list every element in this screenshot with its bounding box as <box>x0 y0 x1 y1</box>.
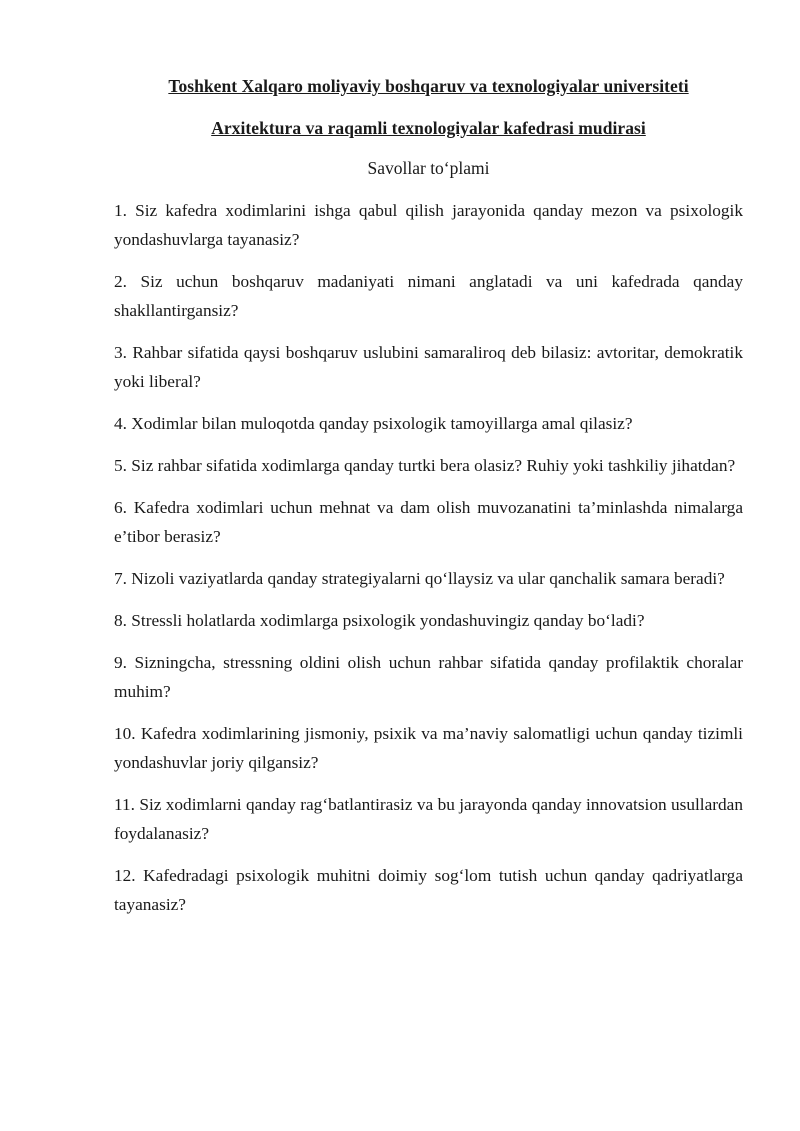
questions-list <box>114 196 743 919</box>
department-title: Arxitektura va raqamli texnologiyalar kafedrasi mudirasi <box>211 118 646 138</box>
university-title: Toshkent Xalqaro moliyaviy boshqaruv va texnologiyalar universiteti <box>168 76 689 96</box>
question-item: 10. Kafedra xodimlarining jismoniy, psixik va ma’naviy salomatligi uchun qanday tizimli yondashuvlar joriy qilgansiz? <box>114 724 743 772</box>
question-item: 8. Stressli holatlarda xodimlarga psixologik yondashuvingiz qanday bo‘ladi? <box>114 611 645 630</box>
question-item: 11. Siz xodimlarni qanday rag‘batlantirasiz va bu jarayonda qanday innovatsion usullardan foydalanasiz? <box>114 795 743 843</box>
question-item: 3. Rahbar sifatida qaysi boshqaruv uslubini samaraliroq deb bilasiz: avtoritar, demokratik yoki liberal? <box>114 343 743 391</box>
question-item: 6. Kafedra xodimlari uchun mehnat va dam olish muvozanatini ta’minlashda nimalarga e’tibor berasiz? <box>114 498 743 546</box>
question-item: 12. Kafedradagi psixologik muhitni doimiy sog‘lom tutish uchun qanday qadriyatlarga tayanasiz? <box>114 866 743 914</box>
question-item: 1. Siz kafedra xodimlarini ishga qabul qilish jarayonida qanday mezon va psixologik yondashuvlarga tayanasiz? <box>114 201 743 249</box>
question-item: 2. Siz uchun boshqaruv madaniyati nimani anglatadi va uni kafedrada qanday shakllantirgansiz? <box>114 272 743 320</box>
document-subtitle: Savollar to‘plami <box>367 158 490 178</box>
question-item: 4. Xodimlar bilan muloqotda qanday psixologik tamoyillarga amal qilasiz? <box>114 414 633 433</box>
question-item: 7. Nizoli vaziyatlarda qanday strategiyalarni qo‘llaysiz va ular qanchalik samara beradi? <box>114 569 725 588</box>
question-item: 9. Sizningcha, stressning oldini olish uchun rahbar sifatida qanday profilaktik choralar muhim? <box>114 653 743 701</box>
question-item: 5. Siz rahbar sifatida xodimlarga qanday turtki bera olasiz? Ruhiy yoki tashkiliy jihatdan? <box>114 456 736 475</box>
